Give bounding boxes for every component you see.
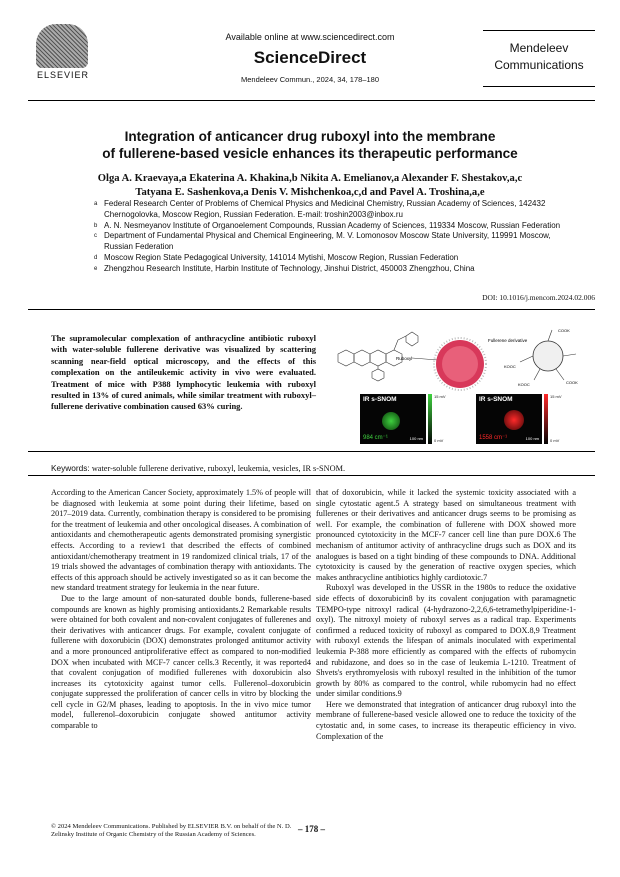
affiliation-mark: a: [94, 201, 98, 207]
title-line1: Integration of anticancer drug ruboxyl into the membrane: [124, 129, 496, 144]
snom-image-left: [360, 394, 426, 444]
scale-bar: 100 nm: [409, 436, 423, 441]
article-title: [40, 128, 580, 162]
affiliation-mark: c: [94, 233, 97, 240]
affiliation: [94, 199, 564, 221]
paragraph: Due to the large amount of non-saturated double bonds, fullerene-based compounds are known as highly promising antioxidants.2 Remarkable results were obtained for both covalent and non-covalent conjugates of fullerenes and their derivatives with anticancer drugs. For example, covalent conjugate of fullerene with doxorubicin (DOX) demonstrates prolonged antitumor activity and a more pronounced antiproliferative effect as compared to non-modified DOX when incubated with MCF-7 cancer cells.3 Recently, it was reported4 that covalent conjugation of modified fullerenes with doxorubicin also increases its cytotoxicity against tumor cells. Fullerenol–doxorubicin conjugate suppressed the proliferation of cancer cells in vitro by blocking the cell cycle in G2/M phases, leading to apoptosis. In the in vivo mice tumor model, fullerenol–doxorubicin conjugate showed antitumor activity comparable to: [51, 593, 311, 731]
affiliation-mark: b: [94, 222, 98, 229]
affiliation: [94, 253, 564, 264]
affiliation-text: Zhengzhou Research Institute, Harbin Institute of Technology, Jinshui District, 450003 Zhengzhou, China: [104, 263, 475, 273]
paragraph: According to the American Cancer Society, approximately 1.5% of people will be diagnosed with leukemia at some point during their lifetime, based on 2017–2019 data. Currently, combination therapy is considered to be promising for the treatment of leukemia and other oncological diseases. A combination of antioxidants and chemotherapeutic agents demonstrated promising synergistic effects. According to a review1 that described the effects of combined antioxidant/chemotherapy treatment in 19 randomized clinical trials, 17 of the 19 trials showed the advantages of combination therapy with antioxidants. The effects of this approach should be actively investigated so as it can become the new standard treatment strategy for leukemia in the near future.: [51, 488, 311, 593]
red-vesicle-spot: [504, 410, 524, 430]
affiliations: [94, 199, 564, 275]
authors-line1: Olga A. Kraevaya,a Ekaterina A. Khakina,b Nikita A. Emelianov,a Alexander F. Shestakov,a,c: [97, 173, 523, 184]
ruboxyl-arrow: [412, 358, 438, 360]
fullerene-label: Fullerene derivative: [488, 338, 528, 343]
title-line2: of fullerene-based vesicle enhances its therapeutic performance: [102, 146, 518, 161]
journal-name: [483, 40, 595, 74]
kooc-label: KOOC: [518, 382, 530, 387]
body-column-left: [51, 488, 311, 732]
colorbar-bottom-label: 0 mV: [550, 438, 560, 443]
colorbar-top-label: 15 mV: [434, 394, 446, 399]
keywords-label: Keywords:: [51, 463, 90, 473]
page-number: – 178 –: [298, 824, 325, 834]
journal-reference: Mendeleev Commun., 2024, 34, 178–180: [240, 75, 379, 84]
authors: [55, 172, 565, 200]
affiliation-mark: d: [94, 254, 98, 261]
paragraph: that of doxorubicin, while it lacked the systemic toxicity associated with a single cytostatic agent.5 A strategy based on simultaneous treatment with fullerenes or their derivatives and anticancer drugs seems to be promising as well. For example, the combination of fullerene with DOX showed more pronounced cytotoxicity in the MCF-7 cancer cell line than pure DOX.6 The mechanism of antitumor activity of anthracycline drugs such as DOX and its analogues is based on a tight binding of these compounds to DNA. Additional cytotoxicity is caused by the generation of reactive oxygen species, which makes anthracycline antibiotics highly cardiotoxic.7: [316, 488, 576, 582]
keywords: [51, 463, 591, 473]
snom-label: IR s-SNOM: [479, 396, 513, 403]
keywords-text: water-soluble fullerene derivative, ruboxyl, leukemia, vesicles, IR s-SNOM.: [91, 464, 346, 473]
green-vesicle-spot: [382, 412, 400, 430]
doi-link[interactable]: DOI: 10.1016/j.mencom.2024.02.006: [482, 293, 595, 302]
divider: [28, 100, 595, 101]
right-wavenumber: 1558 cm⁻¹: [479, 435, 508, 441]
ruboxyl-label: Ruboxyl: [396, 356, 413, 361]
affiliation: [94, 264, 564, 275]
graphical-abstract-scheme: [328, 326, 590, 396]
divider: [28, 451, 595, 452]
cook-label: COOK: [558, 328, 570, 333]
left-wavenumber: 984 cm⁻¹: [363, 435, 388, 441]
affiliation-text: A. N. Nesmeyanov Institute of Organoelement Compounds, Russian Academy of Sciences, 119334 Moscow, Russian Federation: [104, 220, 561, 230]
scale-bar: 100 nm: [525, 436, 539, 441]
fullerene-core: [533, 341, 563, 371]
available-online: Available online at www.sciencedirect.com: [225, 32, 395, 42]
sciencedirect-logo: ScienceDirect: [253, 48, 367, 67]
journal-name-line1: Mendeleev: [509, 41, 569, 55]
snom-image-right: [476, 394, 542, 444]
abstract: The supramolecular complexation of anthracycline antibiotic ruboxyl with water-soluble fullerene derivative was visualized by scattering scanning near-field optical microscopy, and the effects of this complexation on the antileukemic activity in vivo were evaluated. Treatment of mice with P388 lymphocytic leukemia with ruboxyl resulted in 13% of cured animals, while similar treatment with ruboxyl–fullerene derivative combination caused 63% curing.: [51, 333, 316, 412]
elsevier-tree-icon: [36, 24, 88, 68]
paragraph: Ruboxyl was developed in the USSR in the 1980s to reduce the oxidative side effects of doxorubicin8 by its covalent conjugation with paramagnetic TEMPO-type nitroxyl radical (4-hydrazono-2,2,6,6-tetramethylpiperidine-1-oxyl). The nitroxyl moiety of ruboxyl serves as a radical trap. Experiments confirmed a reduced toxicity of ruboxyl as compared to DOX.8,9 Treatment with ruboxyl extends the lifespan of animals inoculated with experimental leukemia P-388 more efficiently as compared with the effects of rubomycin and rubidazone, and does so in the case of leukemia L-1210. Treatment of Shvets's erythromyelosis with ruboxyl resulted in the inhibition of the tumor growth by 80% as compared to the control, while rubomycin had no effect under similar conditions.9: [316, 583, 576, 699]
affiliation-text: Department of Fundamental Physical and Chemical Engineering, M. V. Lomonosov Moscow State University, 119991 Moscow, Russian Federation: [104, 231, 551, 252]
authors-line2: Tatyana E. Sashenkova,a Denis V. Mishchenkoa,c,d and Pavel A. Troshina,a,e: [135, 187, 485, 198]
affiliation-text: Moscow Region State Pedagogical University, 141014 Mytishi, Moscow Region, Russian Federation: [104, 252, 459, 262]
cook-label: COOK: [566, 380, 578, 385]
affiliation: [94, 231, 564, 253]
divider: [28, 475, 595, 476]
affiliation-mark: e: [94, 265, 98, 272]
kooc-label: KOOC: [504, 364, 516, 369]
divider: [28, 309, 595, 310]
publisher-name: ELSEVIER: [36, 70, 90, 80]
colorbar-top-label: 15 mV: [550, 394, 562, 399]
body-column-right: [316, 488, 576, 742]
journal-name-line2: Communications: [494, 58, 584, 72]
affiliation: [94, 221, 564, 232]
copyright-notice: © 2024 Mendeleev Communications. Published by ELSEVIER B.V. on behalf of the N. D. Zelinsky Institute of Organic Chemistry of the Russian Academy of Sciences.: [51, 823, 292, 838]
graphical-abstract: [328, 326, 590, 448]
affiliation-text: Federal Research Center of Problems of Chemical Physics and Medicinal Chemistry, Russian Academy of Sciences, 142432 Chernogolovka, Moscow Region, Russian Federation. E-mail: troshin2003@inbox.ru: [104, 199, 546, 219]
vesicle-inner: [442, 346, 478, 382]
paragraph: Here we demonstrated that integration of anticancer drug ruboxyl into the membrane of fullerene-based vesicle allowed one to reduce the toxicity of the cytostatic and, in some cases, to increase its therapeutic efficiency in vivo. Complexation of the: [316, 699, 576, 741]
snom-label: IR s-SNOM: [363, 396, 397, 403]
red-colorbar: [544, 394, 548, 444]
green-colorbar: [428, 394, 432, 444]
colorbar-bottom-label: 0 mV: [434, 438, 444, 443]
